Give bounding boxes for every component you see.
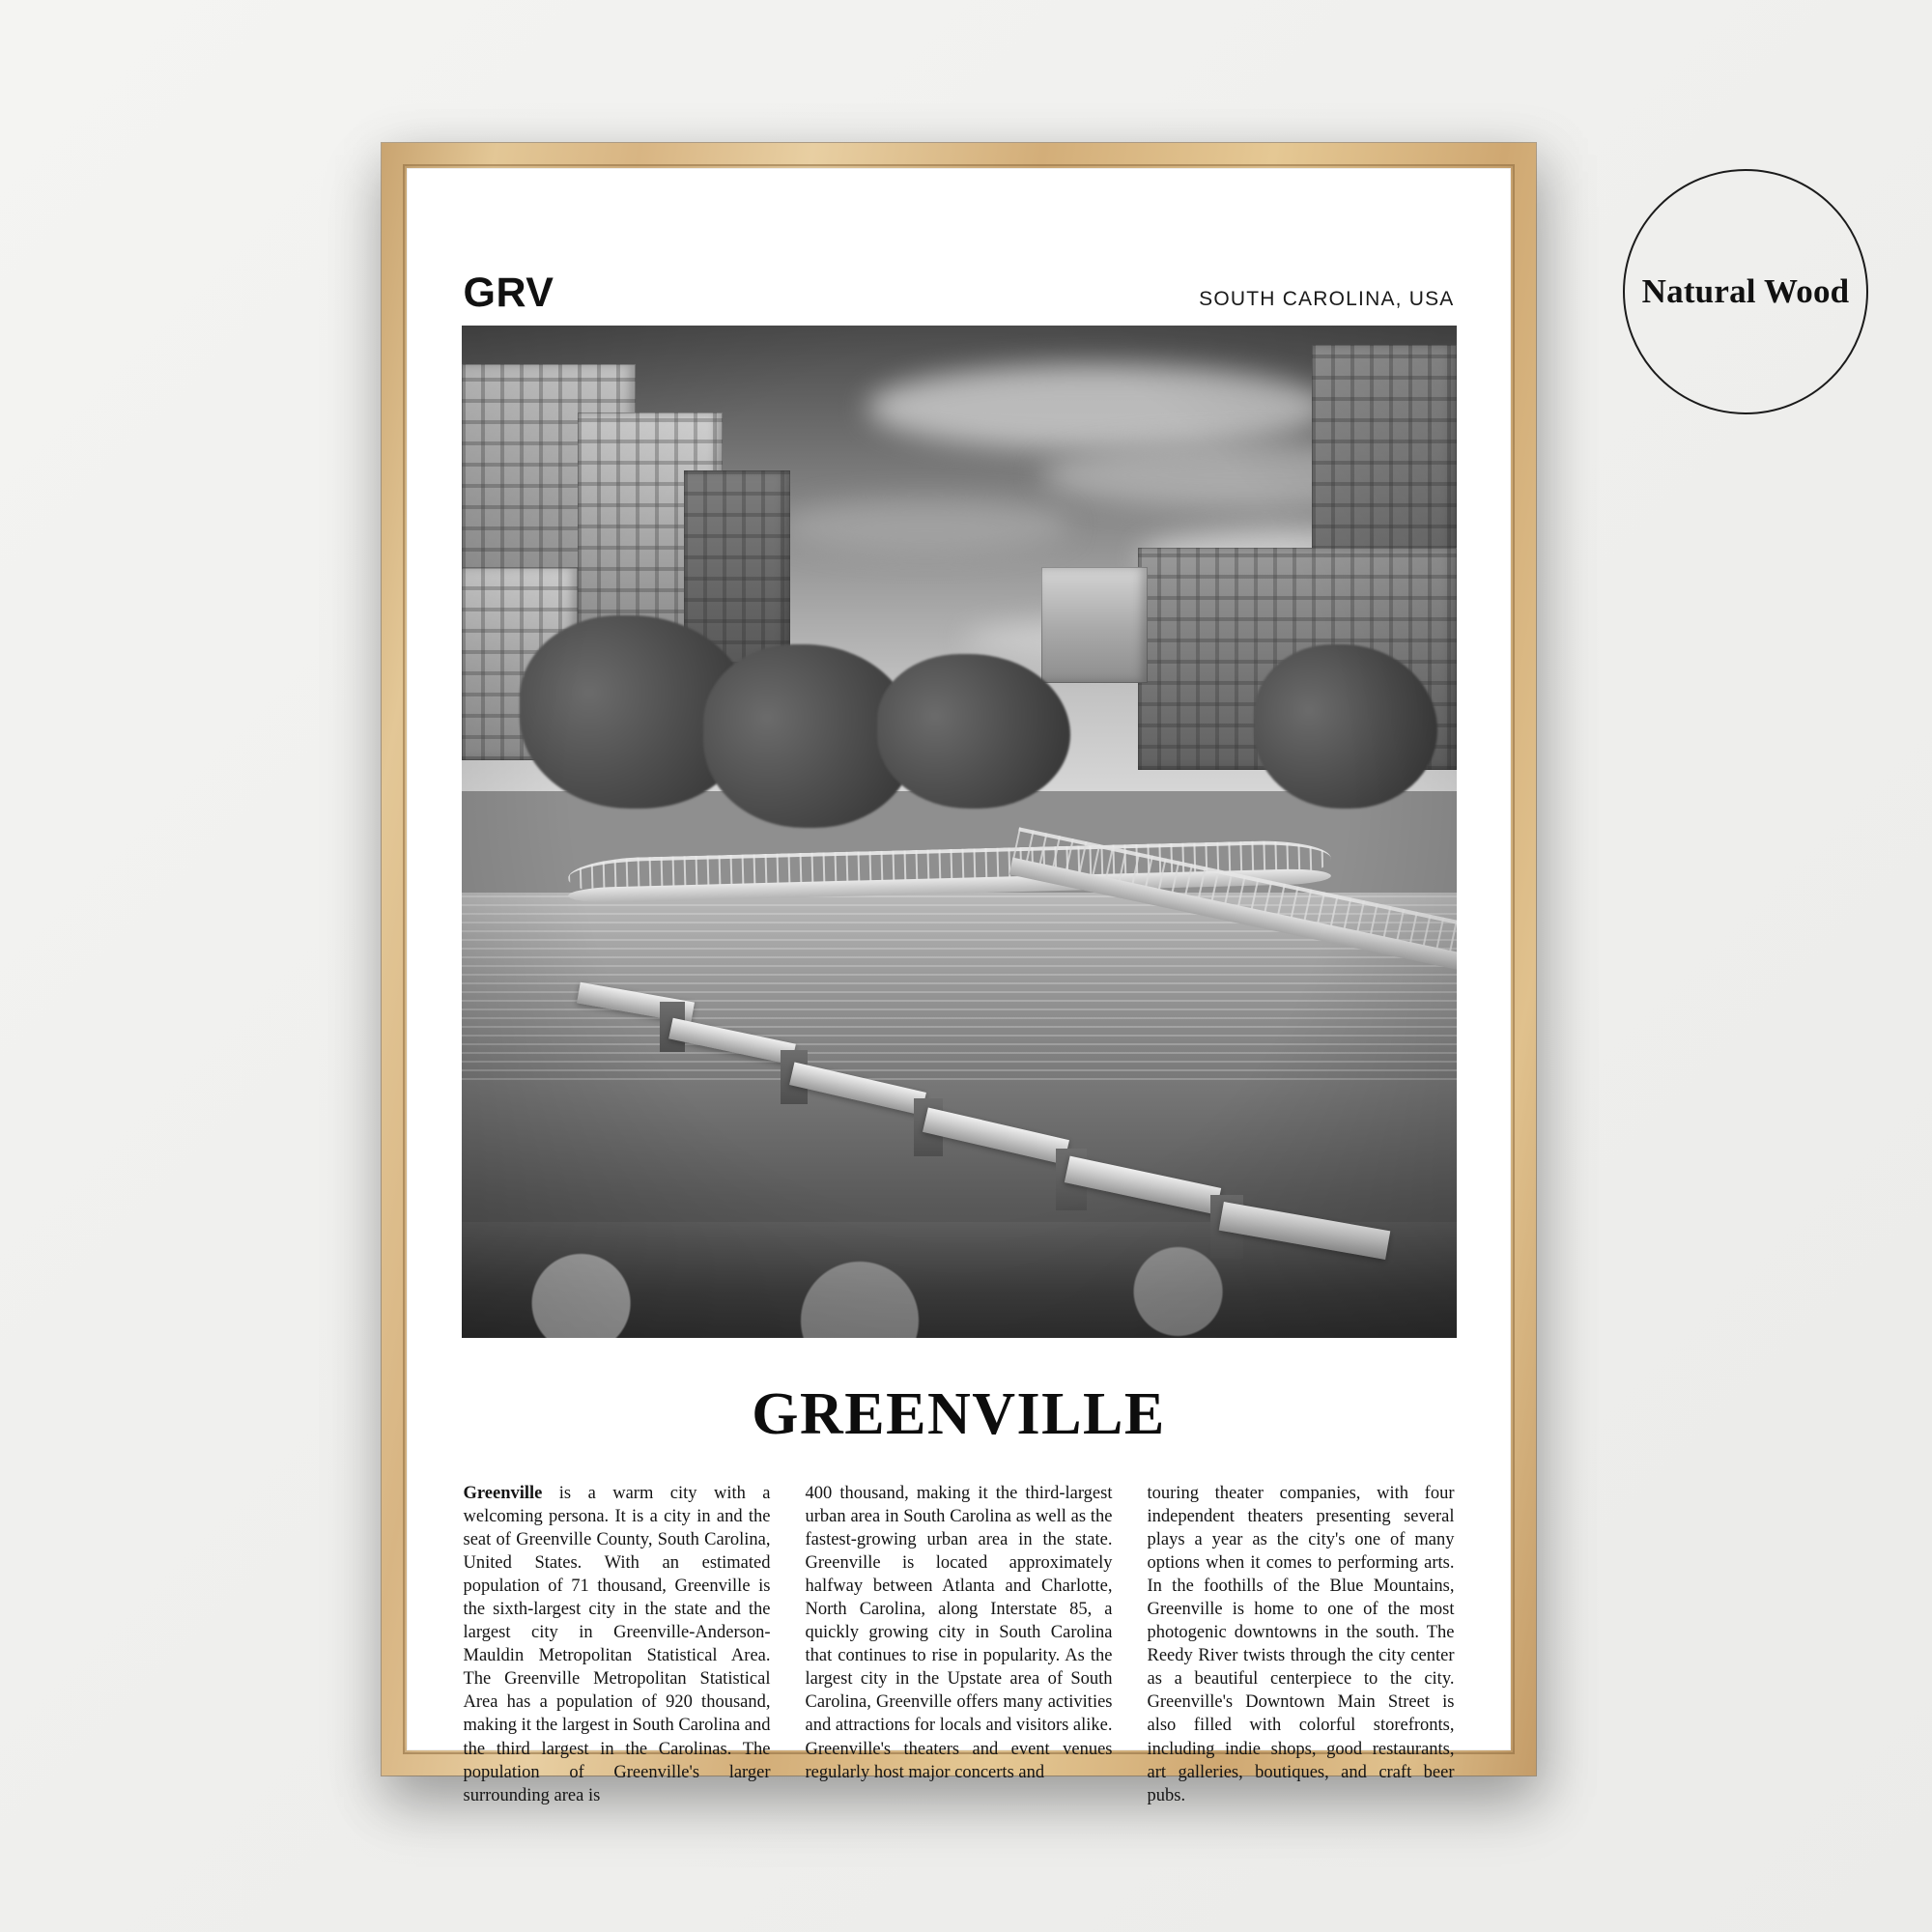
poster-header <box>462 272 1457 326</box>
poster-column <box>464 1482 771 1807</box>
poster-column-text: is a warm city with a welcoming persona. It is a city in and the seat of Greenville County, South Carolina, United States. With an estimated population of 71 thousand, Greenville is the sixth-largest city in the state and the largest city in Greenville-Anderson-Mauldin Metropolitan Statistical Area. The Greenville Metropolitan Statistical Area has a population of 920 thousand, making it the largest in South Carolina and the third largest in the Carolinas. The population of Greenville's larger surrounding area is <box>463 1484 771 1805</box>
poster-mat <box>407 168 1511 1805</box>
photo-vignette <box>462 326 1457 1338</box>
frame-finish-badge <box>1623 169 1868 414</box>
poster-column: 400 thousand, making it the third-largest urban area in South Carolina as well as the fastest-growing urban area in the state. Greenville is located approximately halfway between Atlanta and Charlotte, North Carolina, along Interstate 85, a quickly growing city in South Carolina that continues to rise in popularity. As the largest city in the Upstate area of South Carolina, Greenville offers many activities and attractions for locals and visitors alike. Greenville's theaters and event venues regularly host major concerts and <box>805 1484 1113 1782</box>
poster-lead-word: Greenville <box>463 1484 543 1503</box>
poster-body-columns <box>462 1482 1457 1807</box>
frame-finish-label: Natural Wood <box>1641 272 1850 310</box>
picture-frame <box>382 143 1536 1805</box>
poster-photo <box>462 326 1457 1338</box>
poster-column: touring theater companies, with four independent theaters presenting several plays a year as the city's one of many options when it comes to performing arts. In the foothills of the Blue Mountains, Greenville is home to one of the most photogenic downtowns in the south. The Reedy River twists through the city center as a beautiful centerpiece to the city. Greenville's Downtown Main Street is also filled with colorful storefronts, including indie shops, good restaurants, art galleries, boutiques, and craft beer pubs. <box>1147 1484 1455 1805</box>
poster <box>462 272 1457 1807</box>
region-label: SOUTH CAROLINA, USA <box>1199 288 1455 310</box>
city-code: GRV <box>463 270 554 316</box>
poster-title: GREENVILLE <box>752 1381 1166 1447</box>
